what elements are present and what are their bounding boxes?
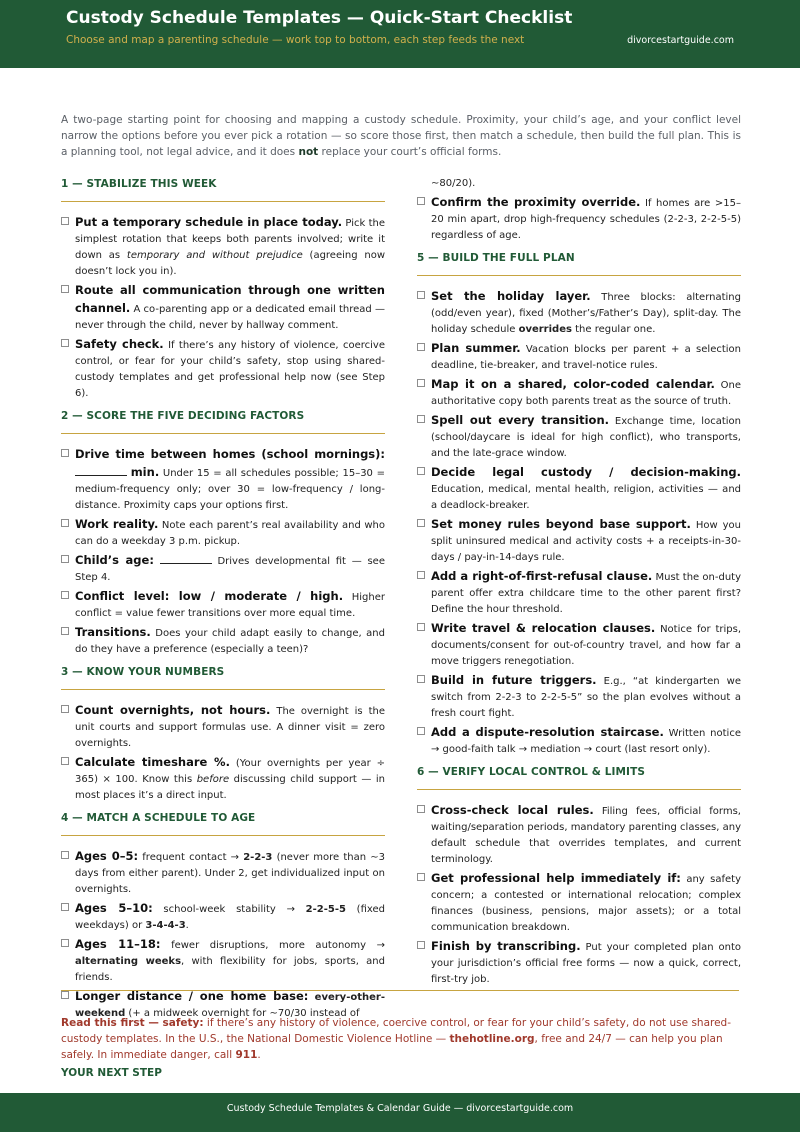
checklist-item <box>417 376 741 410</box>
section-heading-score: 2 — SCORE THE FIVE DECIDING FACTORS <box>61 410 385 434</box>
item-text: , with flexibility for jobs, sports, and friends. <box>75 956 385 983</box>
schedule-name: 2-2-5-5 <box>305 904 346 915</box>
section-heading-verify: 6 — VERIFY LOCAL CONTROL & LIMITS <box>417 766 741 790</box>
item-lead: Ages 5–10: <box>75 901 153 915</box>
item-text: The overnight is the unit courts and support formulas use. A dinner visit = zero overnights. <box>75 706 385 749</box>
checkbox[interactable] <box>417 873 425 881</box>
item-text: A co-parenting app or a dedicated email thread — never through the child, never by hallway comment. <box>75 304 385 331</box>
checklist-item <box>417 340 741 374</box>
next-step-heading: YOUR NEXT STEP <box>61 1067 162 1079</box>
checklist-item <box>417 802 741 868</box>
item-lead: min. <box>130 465 160 479</box>
checklist-item <box>417 516 741 566</box>
intro-text-end: replace your court’s official forms. <box>318 146 502 158</box>
item-text: (+ a midweek overnight for ∼70/30 instead of <box>125 1008 360 1019</box>
checklist-item <box>61 848 385 898</box>
item-lead: Get professional help immediately if: <box>431 871 681 885</box>
safety-text: , free and 24/7 — can help you plan safely. In immediate danger, call <box>61 1033 723 1061</box>
checklist-item <box>61 214 385 280</box>
schedule-name: alternating weeks <box>75 956 182 967</box>
checklist-item <box>417 464 741 514</box>
checkbox[interactable] <box>417 291 425 299</box>
item-emphasis: overrides <box>518 324 572 335</box>
item-text: Written notice → good-faith talk → mediation → court (last resort only). <box>431 728 741 755</box>
checklist-item <box>417 938 741 988</box>
checkbox[interactable] <box>61 851 69 859</box>
item-text: frequent contact → <box>138 852 244 863</box>
intro-emphasis: not <box>298 146 319 158</box>
checkbox[interactable] <box>61 285 69 293</box>
item-text: If there’s any history of violence, coercive control, or fear for your child’s safety, stop using shared-custody templates and get professional help now (see Step 6). <box>75 340 385 399</box>
intro-text: A two-page starting point for choosing and mapping a custody schedule. Proximity, your child’s age, and your conflict level narrow the options before you ever pick a rotation — so score those first, then match a schedule, then build the full plan. This is a planning tool, not legal advice, and it does <box>61 114 741 158</box>
schedule-name: 3-4-4-3 <box>145 920 186 931</box>
checkbox[interactable] <box>61 627 69 635</box>
checklist-item <box>61 936 385 986</box>
site-url: divorcestartguide.com <box>627 35 734 46</box>
safety-lead: Read this first — safety: <box>61 1017 204 1029</box>
item-text: How you split uninsured medical and activity costs + a receipts-in-30-days / pay-in-14-days rule. <box>431 520 741 563</box>
item-text: Pick the simplest rotation that keeps both parents involved; write it down as <box>75 218 385 261</box>
checklist-item <box>417 194 741 244</box>
checkbox[interactable] <box>61 555 69 563</box>
checkbox[interactable] <box>417 197 425 205</box>
item-text: Note each parent’s real availability and who can do a weekday 3 p.m. pickup. <box>75 520 386 547</box>
checklist-item <box>417 568 741 618</box>
item-text: Under 15 = all schedules possible; 15–30 = medium-frequency only; over 30 = low-frequency / long-distance. Proximity caps your options first. <box>75 468 385 511</box>
item-emphasis: temporary and without prejudice <box>126 250 303 261</box>
item-text: discussing child support — in most places it’s a direct input. <box>75 774 386 801</box>
checklist-item <box>61 702 385 752</box>
item-lead: Map it on a shared, color-coded calendar. <box>431 377 715 391</box>
item-lead: Confirm the proximity override. <box>431 195 641 209</box>
item-lead: Safety check. <box>75 337 164 351</box>
page-footer <box>0 1093 800 1132</box>
checkbox[interactable] <box>417 805 425 813</box>
drive-time-blank[interactable] <box>75 465 127 476</box>
checklist-item <box>417 724 741 758</box>
item-text: any safety concern; a contested or international relocation; complex finances (business, pensions, major assets); or a total communication breakdown. <box>431 874 741 933</box>
item-text: Put your completed plan onto your jurisdiction’s official free forms — now a quick, correct, first-try job. <box>431 942 742 985</box>
checkbox[interactable] <box>417 343 425 351</box>
item-text: Does your child adapt easily to change, and do they have a preference (especially a teen)? <box>75 628 385 655</box>
checklist-item <box>417 870 741 936</box>
checklist-item <box>61 516 385 550</box>
item-text: E.g., “at kindergarten we switch from 2-2-3 to 2-2-5-5” so the plan evolves without a fresh court fight. <box>431 676 741 719</box>
checkbox[interactable] <box>417 727 425 735</box>
item-text: Higher conflict = value fewer transitions over more equal time. <box>75 592 385 619</box>
checklist-item <box>417 672 741 722</box>
checklist-item <box>417 412 741 462</box>
item-text: If homes are >15–20 min apart, drop high-frequency schedules (2-2-3, 2-2-5-5) regardless of age. <box>431 198 741 241</box>
page-subtitle: Choose and map a parenting schedule — work top to bottom, each step feeds the next <box>66 34 525 46</box>
item-lead: Cross-check local rules. <box>431 803 594 817</box>
emergency-number: 911 <box>235 1049 258 1061</box>
checkbox[interactable] <box>61 705 69 713</box>
item-text: Exchange time, location (school/daycare is ideal for high conflict), who transports, and the late-grace window. <box>431 416 741 459</box>
item-text: Education, medical, mental health, religion, activities — and a deadlock-breaker. <box>431 484 741 511</box>
checkbox[interactable] <box>417 467 425 475</box>
intro-paragraph <box>61 112 741 160</box>
checkbox[interactable] <box>61 903 69 911</box>
item-emphasis: before <box>196 774 230 785</box>
item-lead: Work reality. <box>75 517 159 531</box>
item-text: fewer disruptions, more autonomy → <box>160 940 385 951</box>
item-lead: Calculate timeshare %. <box>75 755 230 769</box>
item-text: (fixed weekdays) or <box>75 904 385 931</box>
page-header <box>0 0 800 68</box>
item-lead: Add a dispute-resolution staircase. <box>431 725 664 739</box>
safety-notice <box>61 1015 741 1063</box>
checklist-item <box>61 552 385 586</box>
item-lead: Child’s age: <box>75 553 154 567</box>
item-lead: Set the holiday layer. <box>431 289 591 303</box>
item-continuation: ∼80/20). <box>431 178 476 189</box>
checkbox[interactable] <box>417 415 425 423</box>
safety-text: . <box>257 1049 261 1061</box>
checkbox[interactable] <box>417 571 425 579</box>
item-lead: Write travel & relocation clauses. <box>431 621 656 635</box>
checklist-item <box>61 282 385 334</box>
schedule-name: 2-2-3 <box>243 852 273 863</box>
checkbox[interactable] <box>61 449 69 457</box>
checklist-item <box>417 288 741 338</box>
checkbox[interactable] <box>61 591 69 599</box>
item-lead: Count overnights, not hours. <box>75 703 271 717</box>
item-lead: Transitions. <box>75 625 151 639</box>
item-text: the regular one. <box>571 324 656 335</box>
safety-text: if there’s any history of violence, coercive control, or fear for your child’s safety, do not use shared-custody templates. In the U.S., the National Domestic Violence Hotline — <box>61 1017 731 1045</box>
item-lead: Ages 0–5: <box>75 849 139 863</box>
item-text: school-week stability → <box>152 904 306 915</box>
item-lead: Build in future triggers. <box>431 673 597 687</box>
checklist-item <box>61 900 385 934</box>
child-age-blank[interactable] <box>160 553 212 564</box>
item-lead: Conflict level: low / moderate / high. <box>75 589 344 603</box>
right-column <box>417 178 741 990</box>
item-text: Must the on-duty parent offer extra childcare time to the other parent first? Define the hour threshold. <box>431 572 742 615</box>
section-heading-full-plan: 5 — BUILD THE FULL PLAN <box>417 252 741 276</box>
item-lead: Drive time between homes (school mornings): <box>75 447 385 461</box>
item-lead: Route all communication through one written channel. <box>75 283 385 315</box>
item-text: One authoritative copy both parents treat as the source of truth. <box>431 380 741 407</box>
checkbox[interactable] <box>61 939 69 947</box>
divider <box>61 990 739 991</box>
item-lead: Longer distance / one home base: <box>75 989 309 1003</box>
checkbox[interactable] <box>61 339 69 347</box>
item-text: . <box>185 920 189 931</box>
item-text: (never more than ∼3 days from either parent). Under 2, get individualized input on overnights. <box>75 852 385 895</box>
checkbox[interactable] <box>61 217 69 225</box>
checklist-item <box>61 624 385 658</box>
checkbox[interactable] <box>61 991 69 999</box>
item-text: Three blocks: alternating (odd/even year), fixed (Mother’s/Father’s Day), split-day. The holiday schedule <box>431 292 741 335</box>
item-lead: Put a temporary schedule in place today. <box>75 215 343 229</box>
item-lead: Set money rules beyond base support. <box>431 517 691 531</box>
left-column <box>61 176 385 1024</box>
item-text: Notice for trips, documents/consent for out-of-country travel, and how far a move triggers renegotiation. <box>431 624 741 667</box>
schedule-name: every-other-weekend <box>75 992 385 1019</box>
checkbox[interactable] <box>61 757 69 765</box>
item-lead: Ages 11–18: <box>75 937 161 951</box>
item-lead: Plan summer. <box>431 341 521 355</box>
item-text: (agreeing now doesn’t lock you in). <box>75 250 386 277</box>
section-heading-stabilize: 1 — STABILIZE THIS WEEK <box>61 178 385 202</box>
checkbox[interactable] <box>417 519 425 527</box>
checkbox[interactable] <box>417 379 425 387</box>
checklist-item <box>61 588 385 622</box>
checklist-item <box>61 446 385 514</box>
item-text: Vacation blocks per parent + a selection deadline, tie-breaker, and travel-notice rules. <box>431 344 741 371</box>
item-text: Drives developmental fit — see Step 4. <box>75 556 385 583</box>
checkbox[interactable] <box>417 623 425 631</box>
section-heading-numbers: 3 — KNOW YOUR NUMBERS <box>61 666 385 690</box>
checklist-item <box>61 336 385 402</box>
checkbox[interactable] <box>417 941 425 949</box>
footer-text: Custody Schedule Templates & Calendar Guide — divorcestartguide.com <box>226 1103 574 1114</box>
page-title: Custody Schedule Templates — Quick-Start Checklist <box>66 8 573 28</box>
item-lead: Decide legal custody / decision-making. <box>431 465 741 479</box>
hotline-link[interactable]: thehotline.org <box>449 1033 535 1045</box>
checkbox[interactable] <box>61 519 69 527</box>
item-text: Filing fees, official forms, waiting/separation periods, mandatory parenting classes, any default schedule that overrides templates, and current terminology. <box>431 806 741 865</box>
item-text: (Your overnights per year ÷ 365) × 100. Know this <box>75 758 386 785</box>
checkbox[interactable] <box>417 675 425 683</box>
item-lead: Add a right-of-first-refusal clause. <box>431 569 653 583</box>
item-lead: Spell out every transition. <box>431 413 609 427</box>
checklist-item <box>417 620 741 670</box>
section-heading-age: 4 — MATCH A SCHEDULE TO AGE <box>61 812 385 836</box>
item-lead: Finish by transcribing. <box>431 939 581 953</box>
checklist-item <box>61 754 385 804</box>
